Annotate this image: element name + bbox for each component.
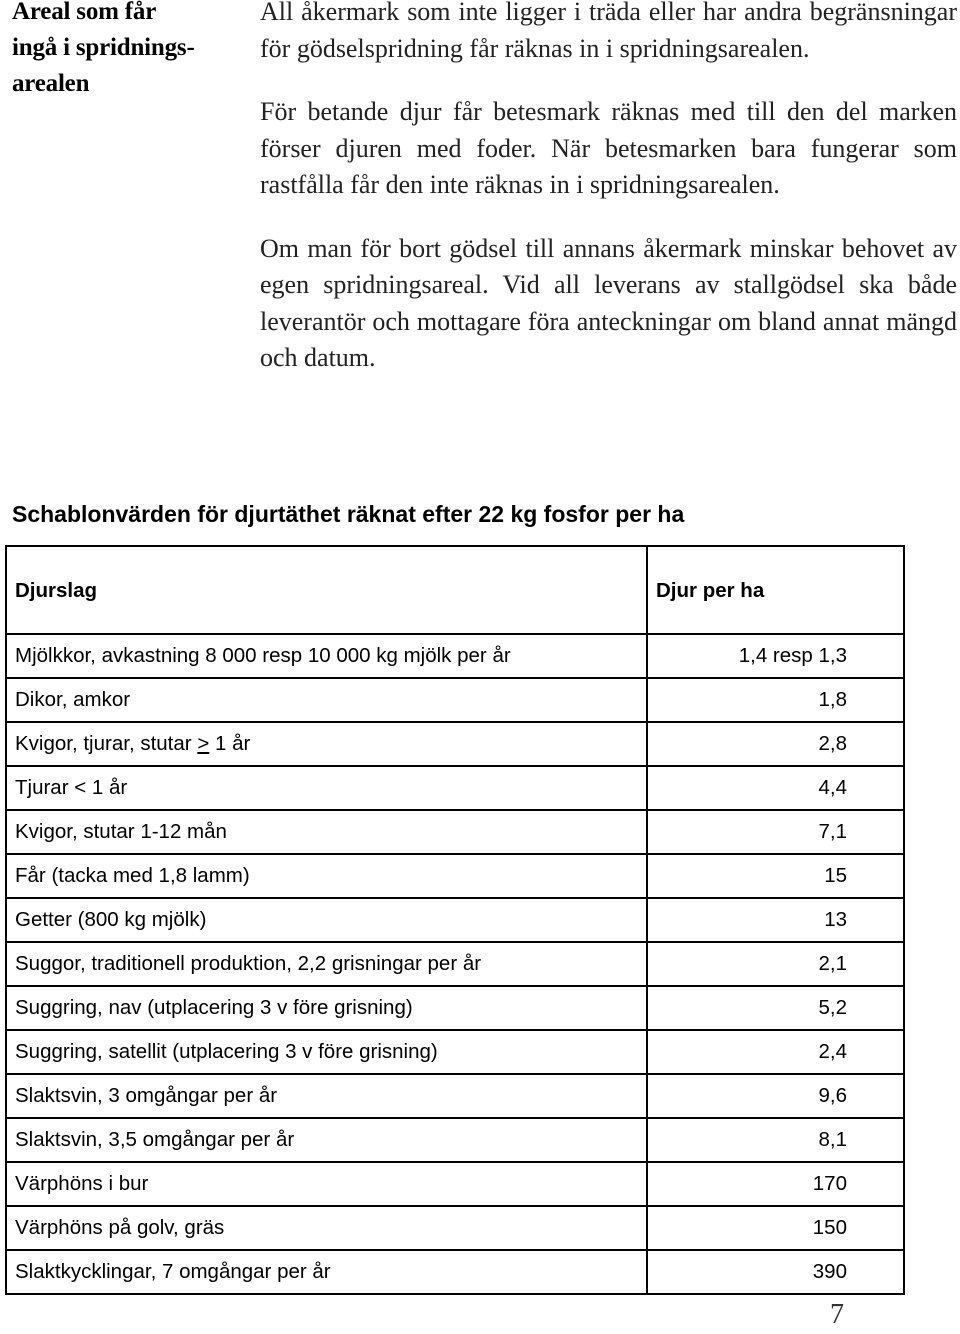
greater-equal-sign: > [197, 732, 210, 755]
table-row [6, 1206, 904, 1250]
paragraph: Om man för bort gödsel till annans åkermark minskar behovet av egen spridningsareal. Vid all leverans av stallgödsel ska både leverantör och mottagare föra anteckningar om bland annat mängd och datum. [260, 233, 957, 372]
table-row [6, 854, 904, 898]
page-number: 7 [830, 1299, 844, 1330]
animal-text: Kvigor, tjurar, stutar [15, 732, 198, 755]
table-row [6, 722, 904, 766]
animal-cell: Kvigor, stutar 1-12 mån [6, 810, 647, 854]
animal-cell: Tjurar < 1 år [6, 766, 647, 810]
side-heading [12, 0, 262, 102]
value-cell: 170 [647, 1162, 904, 1206]
animal-cell: Slaktsvin, 3 omgångar per år [6, 1074, 647, 1118]
side-heading-line: Areal som får [12, 0, 157, 25]
table-title: Schablonvärden för djurtäthet räknat efter 22 kg fosfor per ha [12, 501, 685, 527]
value-cell: 150 [647, 1206, 904, 1250]
table-row [6, 1250, 904, 1294]
value-cell: 1,8 [647, 678, 904, 722]
side-heading-line: arealen [12, 70, 90, 97]
value-cell: 15 [647, 854, 904, 898]
table-row [6, 1074, 904, 1118]
animal-cell: Slaktsvin, 3,5 omgångar per år [6, 1118, 647, 1162]
body-text [260, 0, 957, 377]
animal-cell: Suggor, traditionell produktion, 2,2 grisningar per år [6, 942, 647, 986]
table-row [6, 810, 904, 854]
value-cell: 390 [647, 1250, 904, 1294]
paragraph: All åkermark som inte ligger i träda eller har andra begränsningar för gödselspridning får räknas in i spridningsarealen. [260, 0, 957, 63]
animal-cell: Värphöns i bur [6, 1162, 647, 1206]
animal-cell: Värphöns på golv, gräs [6, 1206, 647, 1250]
table-row [6, 1030, 904, 1074]
animal-cell: Dikor, amkor [6, 678, 647, 722]
table-row [6, 634, 904, 678]
animal-cell: Getter (800 kg mjölk) [6, 898, 647, 942]
value-cell: 9,6 [647, 1074, 904, 1118]
table-row [6, 766, 904, 810]
value-cell: 13 [647, 898, 904, 942]
column-header-per-ha: Djur per ha [647, 546, 904, 634]
table-header-row [6, 546, 904, 634]
value-cell: 1,4 resp 1,3 [647, 634, 904, 678]
animal-cell: Suggring, nav (utplacering 3 v före grisning) [6, 986, 647, 1030]
table-row [6, 898, 904, 942]
animal-cell: Mjölkkor, avkastning 8 000 resp 10 000 kg mjölk per år [6, 634, 647, 678]
table-row [6, 1118, 904, 1162]
side-heading-line: ingå i spridnings- [12, 34, 195, 61]
animal-cell: Får (tacka med 1,8 lamm) [6, 854, 647, 898]
column-header-animal: Djurslag [6, 546, 647, 634]
value-cell: 8,1 [647, 1118, 904, 1162]
animal-cell: Suggring, satellit (utplacering 3 v före grisning) [6, 1030, 647, 1074]
value-cell: 5,2 [647, 986, 904, 1030]
value-cell: 4,4 [647, 766, 904, 810]
paragraph: För betande djur får betesmark räknas med till den del marken förser djuren med foder. När betesmarken bara fungerar som rastfålla får den inte räknas in i spridningsarealen. [260, 97, 957, 199]
table-row [6, 678, 904, 722]
animal-cell: Slaktkycklingar, 7 omgångar per år [6, 1250, 647, 1294]
table-row [6, 942, 904, 986]
animal-text: 1 år [209, 732, 251, 755]
value-cell: 2,4 [647, 1030, 904, 1074]
value-cell: 2,1 [647, 942, 904, 986]
animal-cell [6, 722, 647, 766]
density-table [5, 545, 905, 1295]
value-cell: 2,8 [647, 722, 904, 766]
value-cell: 7,1 [647, 810, 904, 854]
table-row [6, 986, 904, 1030]
table-row [6, 1162, 904, 1206]
